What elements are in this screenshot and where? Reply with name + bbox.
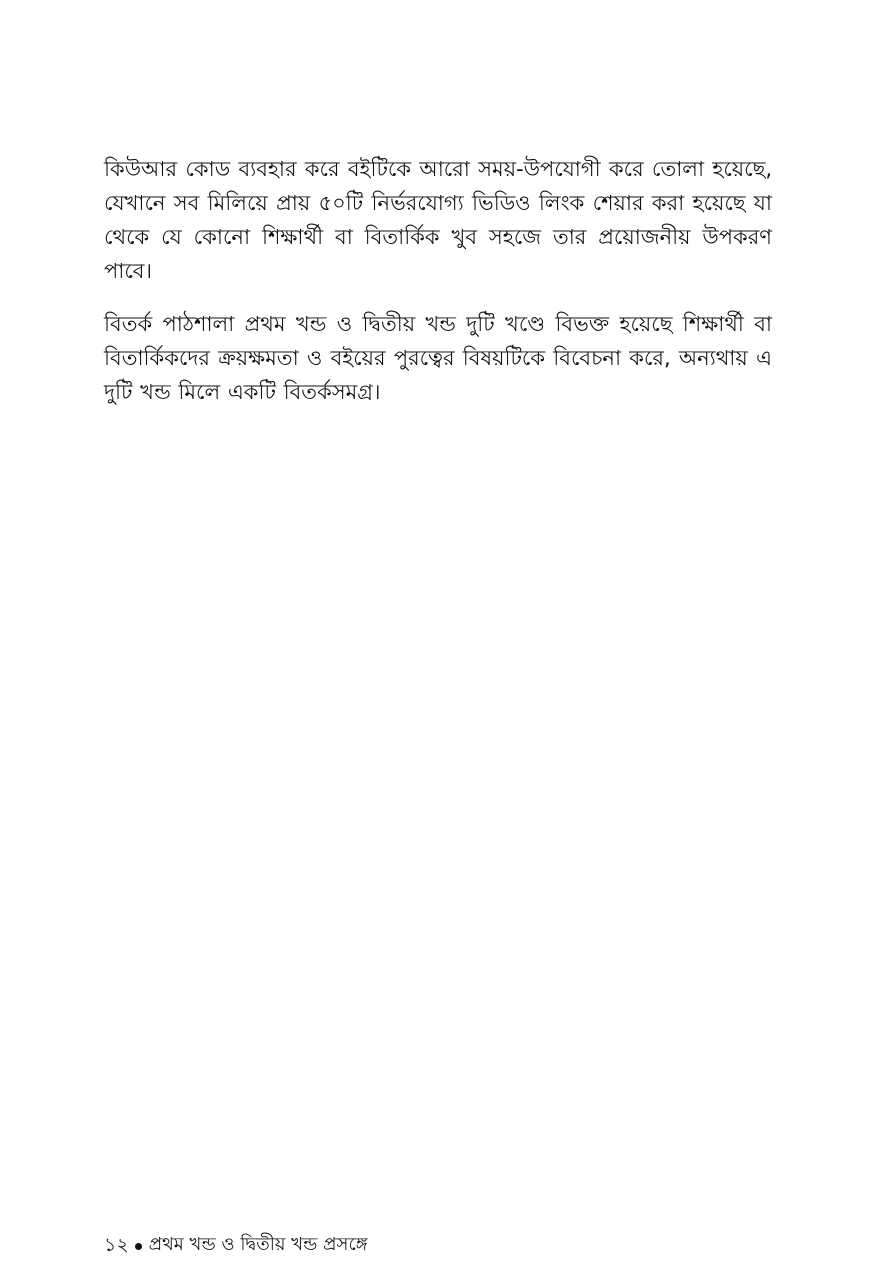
paragraph-qr-code: কিউআর কোড ব্যবহার করে বইটিকে আরো সময়-উপযোগী করে তোলা হয়েছে, যেখানে সব মিলিয়ে প্রায় ৫০টি নির্ভরযোগ্য ভিডিও লিংক শেয়ার করা হয়েছে যা থেকে যে কোনো শিক্ষার্থী বা বিতার্কিক খুব সহজে তার প্রয়োজনীয় উপকরণ পাবে।	[104, 157, 772, 283]
body-text	[104, 152, 772, 428]
paragraph-volumes: বিতর্ক পাঠশালা প্রথম খন্ড ও দ্বিতীয় খন্ড দুটি খণ্ডে বিভক্ত হয়েছে শিক্ষার্থী বা বিতার্কিকদের ক্রয়ক্ষমতা ও বইয়ের পুরত্বের বিষয়টিকে বিবেচনা করে, অন্যথায় এ দুটি খন্ড মিলে একটি বিতর্কসমগ্র।	[104, 312, 772, 404]
page-footer	[104, 1232, 368, 1258]
bullet-separator-icon	[135, 1243, 142, 1250]
page-number: ১২	[104, 1234, 129, 1256]
running-title: প্রথম খন্ড ও দ্বিতীয় খন্ড প্রসঙ্গে	[148, 1234, 368, 1255]
